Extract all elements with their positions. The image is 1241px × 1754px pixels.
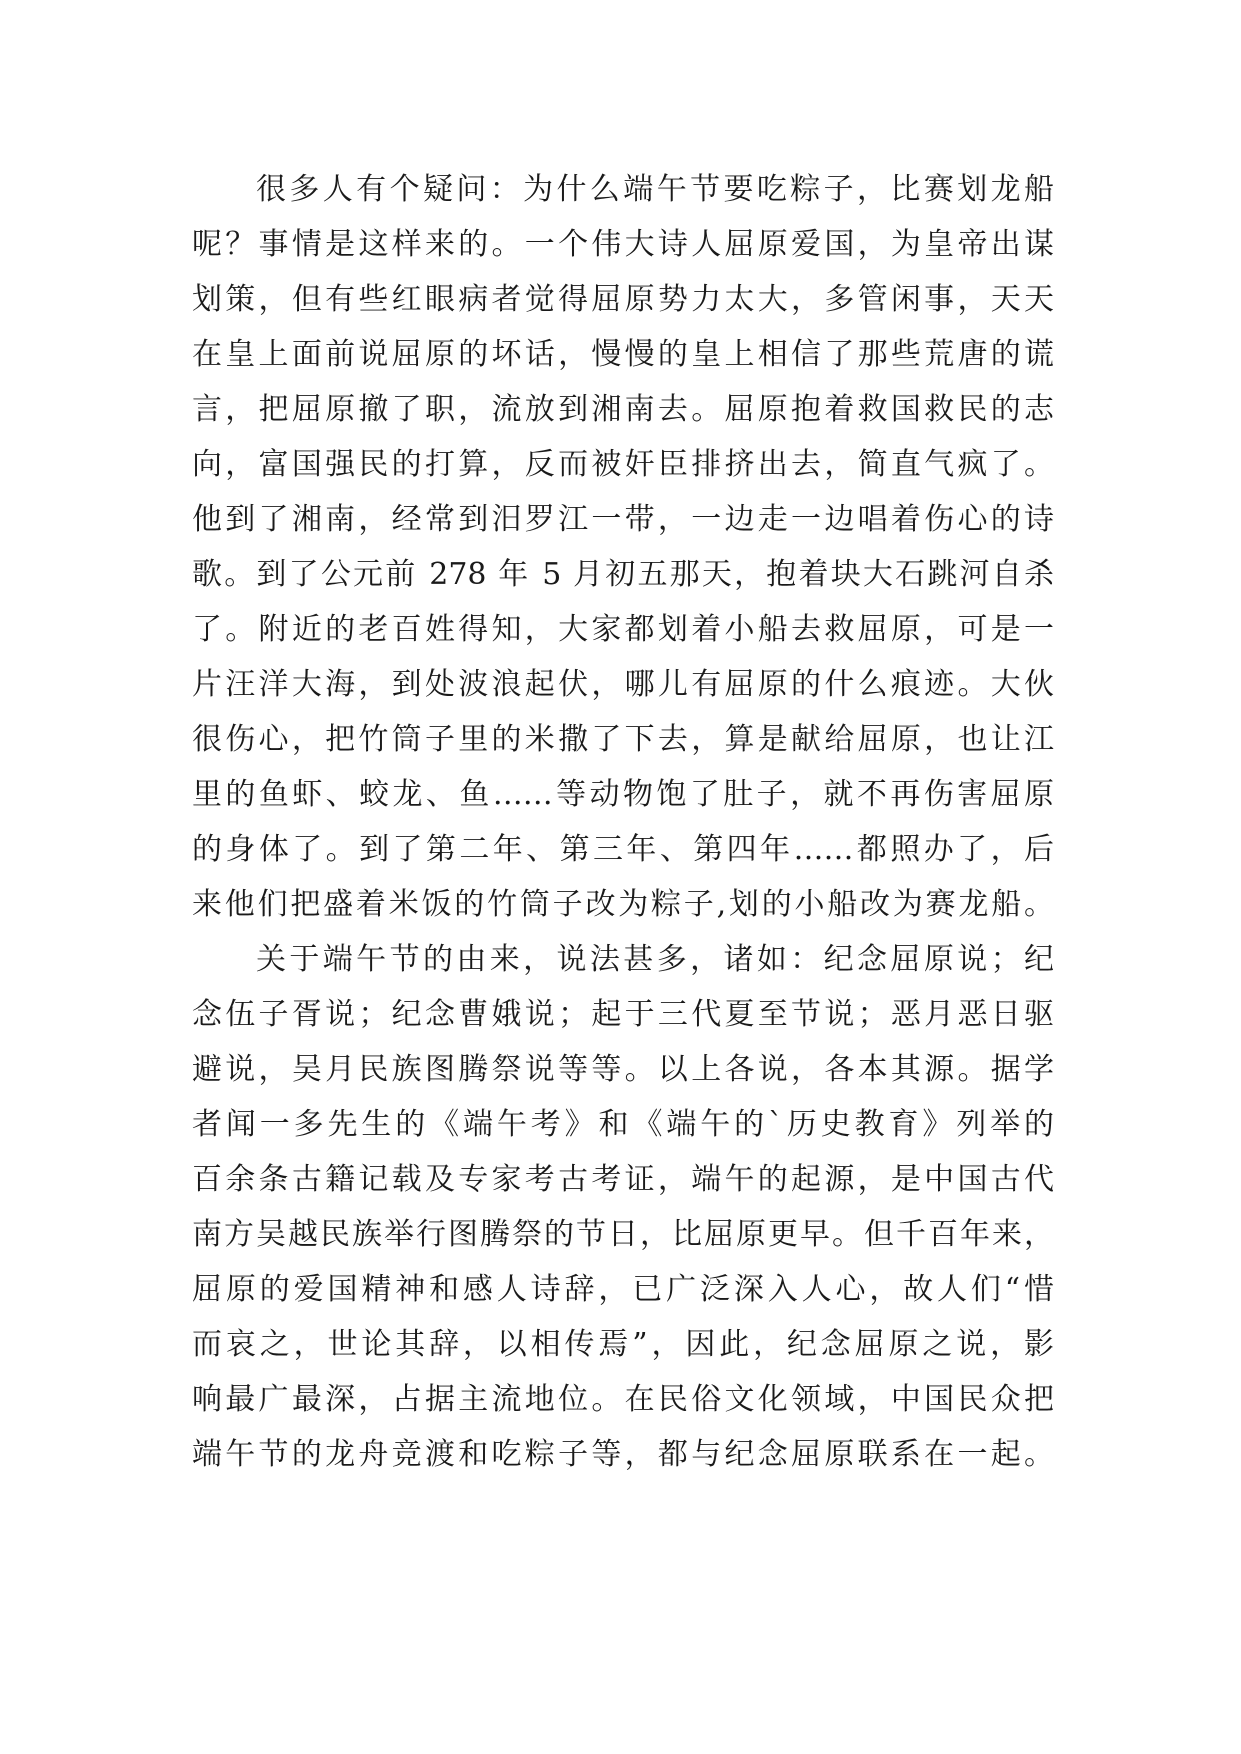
text-line: 很多人有个疑问：为什么端午节要吃粽子，比赛划龙船 xyxy=(256,172,1054,207)
text-line: 呢？事情是这样来的。一个伟大诗人屈原爱国，为皇帝出谋 xyxy=(192,227,1054,262)
text-line: 来他们把盛着米饭的竹筒子改为粽子,划的小船改为赛龙船。 xyxy=(192,887,1054,922)
text-line: 言，把屈原撤了职，流放到湘南去。屈原抱着救国救民的志 xyxy=(192,392,1054,427)
text-line: 而哀之，世论其辞，以相传焉”，因此，纪念屈原之说，影 xyxy=(192,1327,1054,1362)
text-line: 屈原的爱国精神和感人诗辞，已广泛深入人心，故人们“惜 xyxy=(192,1272,1054,1307)
paragraph-origin-story xyxy=(192,162,1054,932)
text-line: 响最广最深，占据主流地位。在民俗文化领域，中国民众把 xyxy=(192,1382,1054,1417)
text-line: 片汪洋大海，到处波浪起伏，哪儿有屈原的什么痕迹。大伙 xyxy=(192,667,1054,702)
text-line: 端午节的龙舟竞渡和吃粽子等，都与纪念屈原联系在一起。 xyxy=(192,1437,1054,1472)
text-line: 关于端午节的由来，说法甚多，诸如：纪念屈原说；纪 xyxy=(256,942,1054,977)
text-line: 者闻一多先生的《端午考》和《端午的`历史教育》列举的 xyxy=(192,1107,1054,1142)
text-line: 在皇上面前说屈原的坏话，慢慢的皇上相信了那些荒唐的谎 xyxy=(192,337,1054,372)
text-line: 歌。到了公元前 278 年 5 月初五那天，抱着块大石跳河自杀 xyxy=(192,557,1054,592)
document-body xyxy=(192,162,1054,1482)
text-line: 的身体了。到了第二年、第三年、第四年……都照办了，后 xyxy=(192,832,1054,867)
text-line: 他到了湘南，经常到汨罗江一带，一边走一边唱着伤心的诗 xyxy=(192,502,1054,537)
text-line: 南方吴越民族举行图腾祭的节日，比屈原更早。但千百年来， xyxy=(192,1217,1054,1252)
text-line: 避说，吴月民族图腾祭说等等。以上各说，各本其源。据学 xyxy=(192,1052,1054,1087)
text-line: 百余条古籍记载及专家考古考证，端午的起源，是中国古代 xyxy=(192,1162,1054,1197)
text-line: 念伍子胥说；纪念曹娥说；起于三代夏至节说；恶月恶日驱 xyxy=(192,997,1054,1032)
text-line: 划策，但有些红眼病者觉得屈原势力太大，多管闲事，天天 xyxy=(192,282,1054,317)
text-line: 里的鱼虾、蛟龙、鱼……等动物饱了肚子，就不再伤害屈原 xyxy=(192,777,1054,812)
text-line: 向，富国强民的打算，反而被奸臣排挤出去，简直气疯了。 xyxy=(192,447,1054,482)
text-line: 很伤心，把竹筒子里的米撒了下去，算是献给屈原，也让江 xyxy=(192,722,1054,757)
paragraph-festival-origins xyxy=(192,932,1054,1482)
text-line: 了。附近的老百姓得知，大家都划着小船去救屈原，可是一 xyxy=(192,612,1054,647)
